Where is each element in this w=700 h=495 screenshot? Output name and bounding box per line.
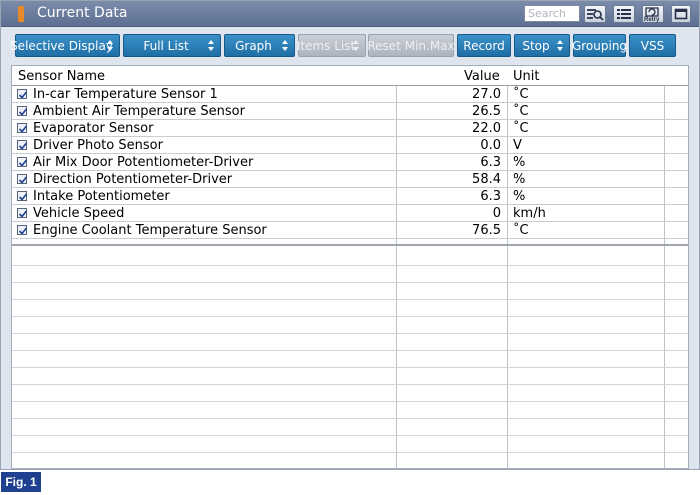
table-row[interactable] xyxy=(12,120,688,137)
checkmark-icon xyxy=(18,175,28,185)
updown-arrow-icon xyxy=(107,40,113,51)
sensor-name: Vehicle Speed xyxy=(33,206,125,221)
sensor-name: Driver Photo Sensor xyxy=(33,138,163,153)
sensor-value: 76.5 xyxy=(472,223,501,238)
sensor-value: 58.4 xyxy=(472,172,501,187)
sensor-unit: km/h xyxy=(513,206,546,221)
table-header xyxy=(12,66,688,86)
empty-row xyxy=(12,317,688,334)
table-row[interactable] xyxy=(12,86,688,103)
items-list-label: Items List xyxy=(296,38,356,53)
header-unit[interactable]: Unit xyxy=(513,69,540,84)
empty-row xyxy=(12,385,688,402)
sensor-unit: % xyxy=(513,155,526,170)
table-row[interactable] xyxy=(12,171,688,188)
sensor-value: 27.0 xyxy=(472,87,501,102)
search-button[interactable] xyxy=(584,5,606,23)
items-list-button[interactable] xyxy=(298,34,366,57)
table-row[interactable] xyxy=(12,222,688,239)
reset-min-max-button[interactable] xyxy=(368,34,454,57)
checkmark-icon xyxy=(18,192,28,202)
sensor-data-table[interactable] xyxy=(11,65,689,469)
header-sensor-name[interactable]: Sensor Name xyxy=(18,69,106,84)
table-row[interactable] xyxy=(12,103,688,120)
empty-row xyxy=(12,402,688,419)
grouping-button[interactable] xyxy=(573,34,626,57)
row-checkbox[interactable] xyxy=(17,225,27,235)
list-view-button[interactable] xyxy=(613,5,635,23)
empty-row xyxy=(12,368,688,385)
sensor-value: 6.3 xyxy=(480,189,501,204)
checkmark-icon xyxy=(18,209,28,219)
vss-button[interactable] xyxy=(629,34,676,57)
table-row[interactable] xyxy=(12,205,688,222)
empty-row xyxy=(12,283,688,300)
row-checkbox[interactable] xyxy=(17,106,27,116)
sensor-name: Evaporator Sensor xyxy=(33,121,154,136)
empty-row xyxy=(12,300,688,317)
sensor-unit: ˚C xyxy=(513,104,529,119)
maximize-icon xyxy=(674,8,688,20)
vss-label: VSS xyxy=(640,38,665,53)
stop-button[interactable] xyxy=(514,34,570,57)
empty-row xyxy=(12,334,688,351)
table-row[interactable] xyxy=(12,154,688,171)
checkmark-icon xyxy=(18,158,28,168)
checkmark-icon xyxy=(18,141,28,151)
sensor-unit: ˚C xyxy=(513,121,529,136)
toolbar xyxy=(1,27,699,63)
row-checkbox[interactable] xyxy=(17,157,27,167)
empty-row xyxy=(12,419,688,436)
row-checkbox[interactable] xyxy=(17,89,27,99)
graph-label: Graph xyxy=(235,38,272,53)
sensor-name: Air Mix Door Potentiometer-Driver xyxy=(33,155,254,170)
empty-row xyxy=(12,351,688,368)
table-row[interactable] xyxy=(12,188,688,205)
sensor-name: Engine Coolant Temperature Sensor xyxy=(33,223,267,238)
table-row[interactable] xyxy=(12,137,688,154)
sensor-unit: % xyxy=(513,172,526,187)
retry-button[interactable] xyxy=(642,5,664,23)
checkmark-icon xyxy=(18,107,28,117)
sensor-value: 22.0 xyxy=(472,121,501,136)
row-checkbox[interactable] xyxy=(17,191,27,201)
checkmark-icon xyxy=(18,226,28,236)
sensor-unit: % xyxy=(513,189,526,204)
row-checkbox[interactable] xyxy=(17,123,27,133)
sensor-value: 6.3 xyxy=(480,155,501,170)
record-label: Record xyxy=(463,38,505,53)
window-titlebar xyxy=(1,1,699,27)
title-marker-icon xyxy=(18,6,24,22)
selective-display-label: Selective Display xyxy=(10,38,113,53)
row-checkbox[interactable] xyxy=(17,208,27,218)
empty-row xyxy=(12,249,688,266)
section-separator xyxy=(12,244,688,246)
selective-display-button[interactable] xyxy=(10,34,120,57)
row-checkbox[interactable] xyxy=(17,140,27,150)
list-icon xyxy=(616,8,632,21)
checkmark-icon xyxy=(18,90,28,100)
empty-row xyxy=(12,266,688,283)
row-checkbox[interactable] xyxy=(17,174,27,184)
sensor-value: 0 xyxy=(492,206,501,221)
full-list-label: Full List xyxy=(143,38,189,53)
updown-arrow-icon xyxy=(208,40,214,51)
sensor-name: Direction Potentiometer-Driver xyxy=(33,172,233,187)
graph-button[interactable] xyxy=(224,34,295,57)
magnifier-icon xyxy=(586,7,604,21)
header-value[interactable]: Value xyxy=(464,69,500,84)
reset-min-max-label: Reset Min.Max xyxy=(367,38,455,53)
checkmark-icon xyxy=(18,124,28,134)
sensor-value: 26.5 xyxy=(472,104,501,119)
window-title: Current Data xyxy=(37,5,128,21)
sensor-unit: V xyxy=(513,138,522,153)
sensor-value: 0.0 xyxy=(480,138,501,153)
sensor-unit: ˚C xyxy=(513,223,529,238)
updown-arrow-icon xyxy=(282,40,288,51)
retry-label: Retry xyxy=(644,17,660,23)
updown-arrow-icon xyxy=(353,40,359,51)
sensor-name: Intake Potentiometer xyxy=(33,189,170,204)
record-button[interactable] xyxy=(457,34,511,57)
stop-label: Stop xyxy=(522,38,550,53)
sensor-unit: ˚C xyxy=(513,87,529,102)
updown-arrow-icon xyxy=(557,40,563,51)
sensor-name: In-car Temperature Sensor 1 xyxy=(33,87,218,102)
grouping-label: Grouping xyxy=(571,38,628,53)
search-input[interactable]: Search xyxy=(524,5,580,22)
full-list-button[interactable] xyxy=(123,34,221,57)
empty-row xyxy=(12,436,688,453)
figure-label: Fig. 1 xyxy=(1,472,41,492)
sensor-name: Ambient Air Temperature Sensor xyxy=(33,104,245,119)
maximize-button[interactable] xyxy=(671,5,691,23)
